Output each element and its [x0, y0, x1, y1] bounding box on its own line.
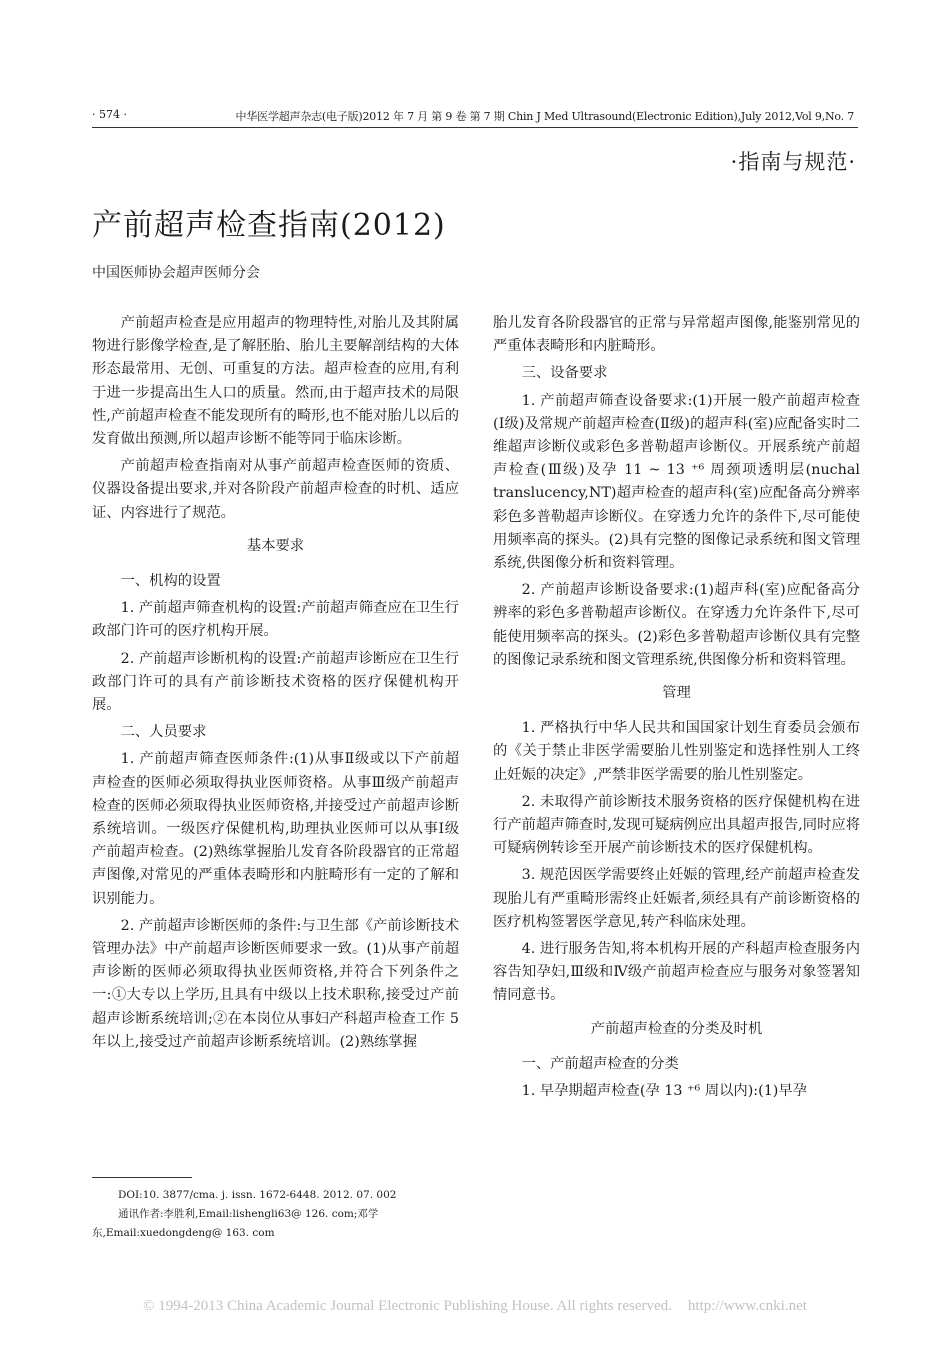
subheading-equipment: 三、设备要求 [521, 365, 608, 382]
management-item-1: 1. 严格执行中华人民共和国国家计划生育委员会颁布的《关于禁止非医学需要胎儿性别鉴定和选择性别人工终止妊娠的决定》,严禁非医学需要的胎儿性别鉴定。 [493, 720, 860, 783]
copyright-watermark [0, 1298, 950, 1315]
subheading-personnel: 二、人员要求 [120, 724, 207, 741]
equipment-item-2: 2. 产前超声诊断设备要求:(1)超声科(室)应配备高分辨率的彩色多普勒超声诊断仪。在穿透力允许条件下,尽可能使用频率高的探头。(2)彩色多普勒超声诊断仪具有完整的图像记录系统和图文管理系统,供图像分析和资料管理。 [493, 582, 860, 668]
doi-footnote: DOI:10. 3877/cma. j. issn. 1672-6448. 2012. 07. 002 [118, 1189, 397, 1201]
journal-header: 中华医学超声杂志(电子版)2012 年 7 月 第 9 卷 第 7 期 Chin J Med Ultrasound(Electronic Edition),July 2012,Vol 9,No. 7 [235, 110, 854, 123]
classification-item-1: 1. 早孕期超声检查(孕 13 ⁺⁶ 周以内):(1)早孕 [521, 1083, 807, 1100]
header-rule [92, 127, 858, 128]
heading-basic-requirements: 基本要求 [246, 537, 305, 554]
footnote-rule [92, 1177, 192, 1178]
personnel-item-1: 1. 产前超声筛查医师条件:(1)从事Ⅱ级或以下产前超声检查的医师必须取得执业医师资格。从事Ⅲ级产前超声检查的医师必须取得执业医师资格,并接受过产前超声诊断系统培训。一级医疗保健机构,助理执业医师可以从事Ⅰ级产前超声检查。(2)熟练掌握胎儿发育各阶段器官的正常超声图像,对常见的严重体表畸形和内脏畸形有一定的了解和识别能力。 [92, 751, 459, 907]
page-number: · 574 · [92, 108, 127, 121]
article-title: 产前超声检查指南(2012) [92, 208, 446, 243]
section-tag: ·指南与规范· [730, 150, 856, 174]
institution-item-2: 2. 产前超声诊断机构的设置:产前超声诊断应在卫生行政部门许可的具有产前诊断技术资格的医疗保健机构开展。 [92, 650, 459, 714]
footnotes [92, 1186, 462, 1243]
institution-item-1: 1. 产前超声筛查机构的设置:产前超声筛查应在卫生行政部门许可的医疗机构开展。 [92, 600, 459, 640]
subheading-institution: 一、机构的设置 [120, 573, 221, 590]
personnel-item-2: 2. 产前超声诊断医师的条件:与卫生部《产前诊断技术管理办法》中产前超声诊断医师要求一致。(1)从事产前超声诊断的医师必须取得执业医师资格,并符合下列条件之一:①大专以上学历,且具有中级以上技术职称,接受过产前超声诊断系统培训;②在本岗位从事妇产科超声检查工作 5 年以上,接受过产前超声诊断系统培训。(2)熟练掌握 [92, 917, 459, 1050]
heading-management: 管理 [662, 685, 691, 702]
equipment-item-1: 1. 产前超声筛查设备要求:(1)开展一般产前超声检查(Ⅰ级)及常规产前超声检查(Ⅱ级)的超声科(室)应配备实时二维超声诊断仪或彩色多普勒超声诊断仪。开展系统产前超声检查(Ⅲ级)及孕 11 ~ 13 ⁺⁶ 周颈项透明层(nuchal translucency,NT)超声检查的超声科(室)应配备高分辨率彩色多普勒超声诊断仪。在穿透力允许的条件下,尽可能使用频率高的探头。(2)具有完整的图像记录系统和图文管理系统,供图像分析和资料管理。 [493, 392, 860, 572]
corresponding-author-footnote: 通讯作者:李胜利,Email:lishengli63@ 126. com;邓学东,Email:xuedongdeng@ 163. com [92, 1208, 379, 1239]
intro-paragraph-1: 产前超声检查是应用超声的物理特性,对胎儿及其附属物进行影像学检查,是了解胚胎、胎儿主要解剖结构的大体形态最常用、无创、可重复的方法。超声检查的应用,有利于进一步提高出生人口的质量。然而,由于超声技术的局限性,产前超声检查不能发现所有的畸形,也不能对胎儿以后的发育做出预测,所以超声诊断不能等同于临床诊断。 [92, 315, 459, 448]
subheading-classification: 一、产前超声检查的分类 [521, 1055, 679, 1072]
intro-paragraph-2: 产前超声检查指南对从事产前超声检查医师的资质、仪器设备提出要求,并对各阶段产前超声检查的时机、适应证、内容进行了规范。 [92, 458, 459, 521]
management-item-4: 4. 进行服务告知,将本机构开展的产科超声检查服务内容告知孕妇,Ⅲ级和Ⅳ级产前超声检查应与服务对象签署知情同意书。 [493, 941, 860, 1004]
management-item-2: 2. 未取得产前诊断技术服务资格的医疗保健机构在进行产前超声筛查时,发现可疑病例应出具超声报告,同时应将可疑病例转诊至开展产前诊断技术的医疗保健机构。 [493, 793, 860, 857]
heading-classification-timing: 产前超声检查的分类及时机 [590, 1020, 763, 1037]
article-author: 中国医师协会超声医师分会 [92, 265, 260, 281]
personnel-continuation: 胎儿发育各阶段器官的正常与异常超声图像,能鉴别常见的严重体表畸形和内脏畸形。 [493, 315, 860, 355]
management-item-3: 3. 规范因医学需要终止妊娠的管理,经产前超声检查发现胎儿有严重畸形需终止妊娠者,须经具有产前诊断资格的医疗机构签署医学意见,转产科临床处理。 [493, 867, 860, 930]
left-column [92, 312, 459, 1058]
copyright-text: © 1994-2013 China Academic Journal Electronic Publishing House. All rights reserved. [143, 1298, 672, 1314]
cnki-url: http://www.cnki.net [687, 1298, 807, 1314]
right-column [493, 312, 860, 1107]
